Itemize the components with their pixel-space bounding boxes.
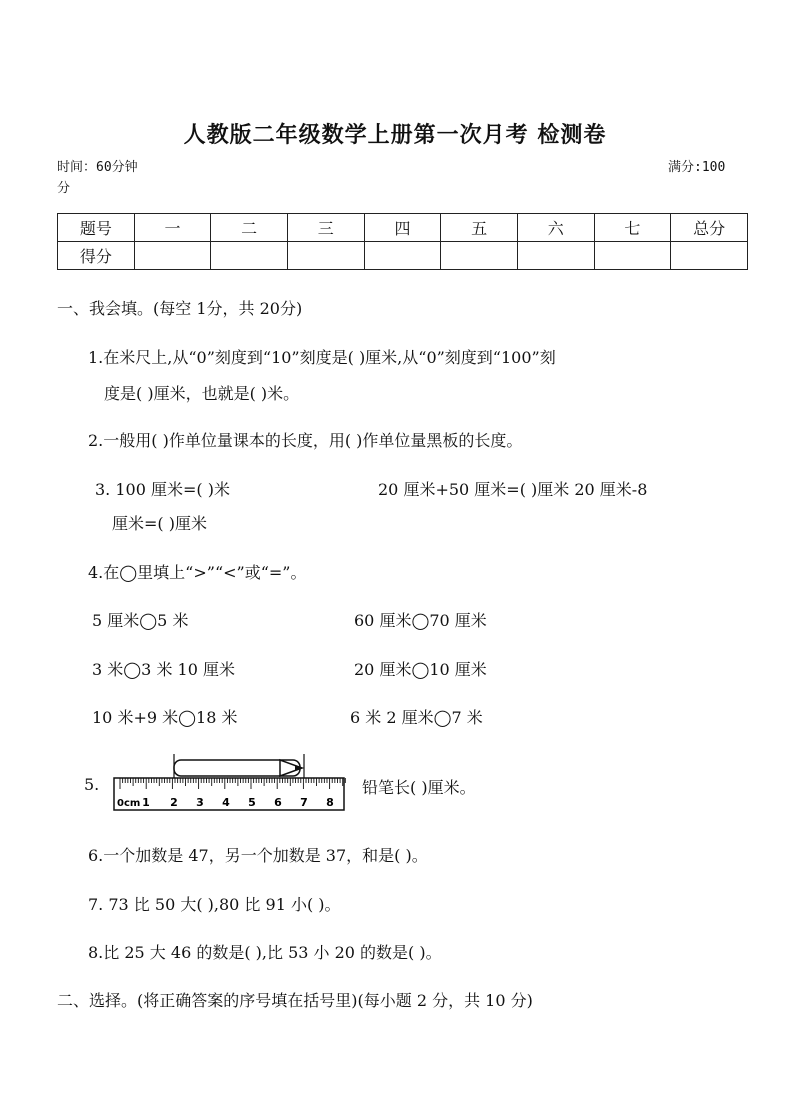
score-table-score-row [58, 242, 748, 270]
q3-part-a: 3. 100 厘米=( )米 [95, 480, 230, 499]
ruler-tick-label: 5 [248, 796, 256, 809]
q4-item: 20 厘米◯10 厘米 [354, 660, 487, 679]
score-table-header-row [58, 214, 748, 242]
q6: 6.一个加数是 47，另一个加数是 37，和是( )。 [88, 846, 428, 865]
ruler-tick-label: 4 [222, 796, 230, 809]
ruler-tick-label: 2 [170, 796, 178, 809]
q7: 7. 73 比 50 大( ),80 比 91 小( )。 [88, 895, 341, 914]
page-title: 人教版二年级数学上册第一次月考 检测卷 [183, 123, 607, 148]
score-row-label: 得分 [58, 242, 135, 270]
full-score-label: 满分:100 [668, 160, 726, 175]
q5-text: 铅笔长( )厘米。 [362, 778, 476, 797]
score-header-cell: 题号 [58, 214, 135, 242]
ruler-pencil-figure [112, 752, 352, 816]
q5-number: 5. [84, 775, 100, 794]
time-label-continued: 分 [57, 181, 71, 196]
score-header-cell: 三 [287, 214, 364, 242]
score-input-cell[interactable] [441, 242, 518, 270]
q4-item: 5 厘米◯5 米 [92, 611, 189, 630]
section1-heading: 一、我会填。(每空 1分，共 20分) [57, 299, 303, 318]
ruler-tick-label: 3 [196, 796, 204, 809]
score-header-cell: 二 [211, 214, 288, 242]
ruler-tick-label: 1 [142, 796, 150, 809]
q4-item: 3 米◯3 米 10 厘米 [92, 660, 235, 679]
score-header-cell: 七 [594, 214, 671, 242]
score-input-cell[interactable] [287, 242, 364, 270]
score-header-cell: 四 [364, 214, 441, 242]
q3-part-b: 20 厘米+50 厘米=( )厘米 20 厘米-8 [378, 480, 648, 499]
score-input-cell[interactable] [671, 242, 748, 270]
q1-line2: 度是( )厘米，也就是( )米。 [104, 384, 300, 403]
q1-line1: 1.在米尺上,从“0”刻度到“10”刻度是( )厘米,从“0”刻度到“100”刻 [88, 348, 556, 367]
ruler-tick-label: 7 [300, 796, 308, 809]
score-input-cell[interactable] [134, 242, 211, 270]
score-input-cell[interactable] [211, 242, 288, 270]
q3-part-c: 厘米=( )厘米 [112, 514, 207, 533]
q2: 2.一般用( )作单位量课本的长度，用( )作单位量黑板的长度。 [88, 431, 523, 450]
score-input-cell[interactable] [364, 242, 441, 270]
q4-item: 60 厘米◯70 厘米 [354, 611, 487, 630]
score-input-cell[interactable] [517, 242, 594, 270]
score-table [57, 213, 748, 270]
score-input-cell[interactable] [594, 242, 671, 270]
score-header-cell: 五 [441, 214, 518, 242]
section2-heading: 二、选择。(将正确答案的序号填在括号里)(每小题 2 分，共 10 分) [57, 991, 533, 1010]
time-label: 时间：60分钟 [57, 160, 138, 175]
ruler-tick-label: 6 [274, 796, 282, 809]
q8: 8.比 25 大 46 的数是( ),比 53 小 20 的数是( )。 [88, 943, 442, 962]
ruler-unit-label: 0cm [117, 798, 141, 809]
q4-instruction: 4.在◯里填上“>”“<”或“=”。 [88, 563, 307, 582]
q4-item: 10 米+9 米◯18 米 [92, 708, 238, 727]
score-header-cell: 六 [517, 214, 594, 242]
score-header-cell: 一 [134, 214, 211, 242]
ruler-tick-label: 8 [326, 796, 334, 809]
q4-item: 6 米 2 厘米◯7 米 [350, 708, 483, 727]
score-header-cell: 总分 [671, 214, 748, 242]
